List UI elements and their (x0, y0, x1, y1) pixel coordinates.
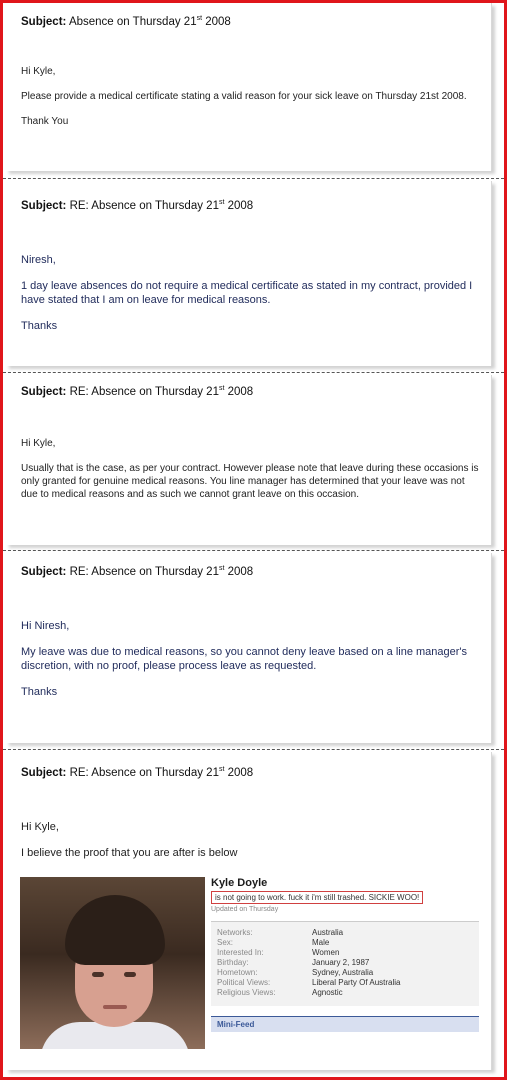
profile-info-box (211, 921, 479, 1006)
profile-status: is not going to work. fuck it i'm still trashed. SICKIE WOO! (211, 891, 423, 904)
email-signoff: Thanks (21, 686, 58, 698)
email-greeting: Hi Niresh, (21, 620, 70, 632)
email-greeting: Hi Kyle, (21, 438, 56, 449)
email-paragraph: Usually that is the case, as per your contract. However please note that leave during these occasions is only granted for genuine medical reasons. You line manager has determined that your leave was not due to medical reasons and as such we cannot grant leave on this occasion. (21, 463, 479, 500)
email-paragraph: Please provide a medical certificate stating a valid reason for your sick leave on Thursday 21st 2008. (21, 91, 467, 102)
email-body (21, 65, 481, 128)
email-subject: Subject: RE: Absence on Thursday 21st 2008 (21, 766, 254, 779)
separator (3, 178, 504, 179)
email-message-1 (6, 3, 492, 171)
email-message-3 (6, 375, 492, 545)
profile-field-political-views: Political Views: Liberal Party Of Australia (217, 978, 401, 987)
profile-field-birthday: Birthday: January 2, 1987 (217, 958, 370, 967)
separator (3, 749, 504, 750)
profile-field-sex: Sex: Male (217, 938, 330, 947)
profile-field-interested-in: Interested In: Women (217, 948, 340, 957)
facebook-profile (211, 877, 479, 1032)
email-greeting: Niresh, (21, 254, 56, 266)
email-subject: Subject: RE: Absence on Thursday 21st 2008 (21, 199, 254, 212)
email-paragraph: My leave was due to medical reasons, so you cannot deny leave based on a line manager's discretion, with no proof, please process leave as requested. (21, 646, 468, 672)
email-body (21, 437, 481, 501)
email-subject: Subject: RE: Absence on Thursday 21st 2008 (21, 565, 254, 578)
separator (3, 550, 504, 551)
separator (3, 372, 504, 373)
email-paragraph: I believe the proof that you are after is below (21, 847, 238, 859)
email-greeting: Hi Kyle, (21, 821, 59, 833)
email-body (21, 820, 481, 860)
email-body (21, 619, 481, 699)
email-subject: Subject: RE: Absence on Thursday 21st 2008 (21, 385, 254, 398)
email-greeting: Hi Kyle, (21, 66, 56, 77)
email-signoff: Thanks (21, 320, 58, 332)
profile-field-hometown: Hometown: Sydney, Australia (217, 968, 374, 977)
email-paragraph: 1 day leave absences do not require a medical certificate as stated in my contract, provided I have stated that I am on leave for medical reasons. (21, 280, 473, 306)
profile-field-networks: Networks: Australia (217, 928, 344, 937)
profile-name: Kyle Doyle (211, 877, 268, 889)
profile-field-religious-views: Religious Views: Agnostic (217, 988, 343, 997)
profile-updated: Updated on Thursday (211, 906, 279, 913)
email-subject: Subject: Absence on Thursday 21st 2008 (21, 15, 231, 28)
email-body (21, 253, 481, 333)
profile-photo (20, 877, 205, 1049)
email-message-5 (6, 752, 492, 1070)
email-signoff: Thank You (21, 116, 69, 127)
minifeed-tab[interactable]: Mini-Feed (211, 1016, 479, 1032)
email-message-2 (6, 181, 492, 366)
email-message-4 (6, 553, 492, 743)
